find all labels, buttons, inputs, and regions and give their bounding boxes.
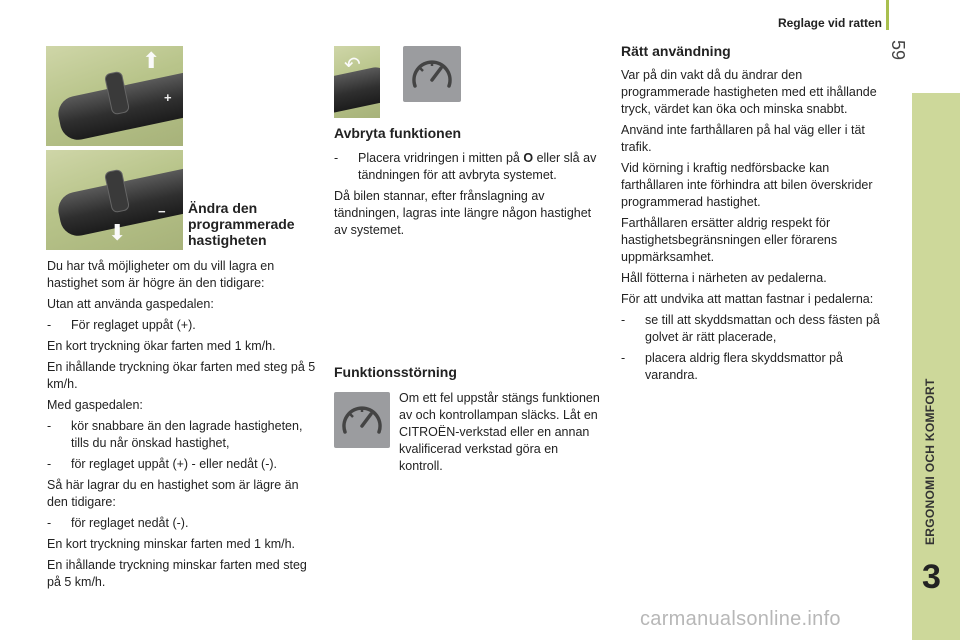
list-item-text: för reglaget uppåt (+) - eller nedåt (-). (71, 457, 277, 471)
paragraph: Utan att använda gaspedalen: (47, 297, 214, 311)
list-item (47, 456, 320, 473)
list-item (47, 317, 320, 334)
bullet-dash: - (621, 351, 626, 365)
rotate-arrow-icon: ↶ (344, 54, 361, 76)
paragraph: En ihållande tryckning ökar farten med steg på 5 km/h. (47, 360, 316, 391)
title-line-2: programmerade (188, 216, 295, 232)
watermark-text: carmanualsonline.info (640, 608, 841, 630)
malfunction-body (399, 390, 605, 479)
arrow-up-icon: ⬆ (142, 48, 161, 73)
list-item-text: placera aldrig flera skyddsmattor på varandra. (645, 351, 844, 382)
paragraph: Var på din vakt då du ändrar den programmerade hastigheten med ett ihållande tryck, värdet kan öka och minska snabbt. (621, 68, 877, 116)
list-item-text: Placera vridringen i mitten på (358, 151, 524, 165)
stalk-up-photo (46, 46, 183, 146)
list-item (47, 515, 320, 532)
correct-use-body (621, 67, 893, 388)
change-speed-body (47, 258, 320, 595)
paragraph: Använd inte farthållaren på hal väg eller i tät trafik. (621, 123, 865, 154)
cruise-control-warning-icon (334, 392, 390, 448)
title-line-1: Ändra den (188, 200, 258, 216)
paragraph: Med gaspedalen: (47, 398, 143, 412)
arrow-down-icon: ⬇ (108, 220, 127, 245)
paragraph: Du har två möjligheter om du vill lagra en hastighet som är högre än den tidigare: (47, 259, 275, 290)
paragraph: Om ett fel uppstår stängs funktionen av och kontrollampan släcks. Låt en CITROËN-verkstad eller en annan kvalificerad verkstad göra en kontroll. (399, 391, 600, 473)
paragraph: Håll fötterna i närheten av pedalerna. (621, 271, 827, 285)
plus-icon: + (164, 90, 172, 105)
chapter-number: 3 (922, 558, 941, 596)
paragraph: En kort tryckning minskar farten med 1 km/h. (47, 537, 296, 551)
paragraph: Vid körning i kraftig nedförsbacke kan farthållaren inte förhindra att bilen överskrider programmerad hastighet. (621, 161, 873, 209)
list-item (621, 350, 893, 384)
change-speed-title (188, 200, 318, 248)
header-accent-line (886, 0, 889, 30)
list-item (621, 312, 893, 346)
ring-rotate-photo (334, 46, 380, 118)
page-number: 59 (888, 40, 908, 61)
cancel-function-title: Avbryta funktionen (334, 125, 462, 141)
cruise-control-warning-icon (403, 46, 461, 102)
chapter-label: ERGONOMI OCH KOMFORT (923, 378, 937, 545)
stalk-down-photo (46, 150, 183, 250)
paragraph: En kort tryckning ökar farten med 1 km/h. (47, 339, 276, 353)
paragraph: Så här lagrar du en hastighet som är lägre än den tidigare: (47, 478, 299, 509)
list-item-text: För reglaget uppåt (+). (71, 318, 196, 332)
bullet-dash: - (47, 457, 52, 471)
malfunction-title: Funktionsstörning (334, 364, 457, 380)
running-header-title: Reglage vid ratten (777, 16, 882, 30)
bullet-dash: - (47, 419, 52, 433)
ring-position-o: O (523, 151, 534, 165)
title-line-3: hastigheten (188, 232, 267, 248)
paragraph: Farthållaren ersätter aldrig respekt för hastighetsbegränsningen eller förarens uppmärksamhet. (621, 216, 838, 264)
paragraph: För att undvika att mattan fastnar i pedalerna: (621, 292, 874, 306)
paragraph: En ihållande tryckning minskar farten med steg på 5 km/h. (47, 558, 307, 589)
bullet-dash: - (621, 313, 626, 327)
cancel-function-body (334, 150, 606, 243)
minus-icon: − (158, 204, 166, 219)
paragraph: Då bilen stannar, efter frånslagning av tändningen, lagras inte längre någon hastighet av systemet. (334, 189, 592, 237)
bullet-dash: - (334, 151, 339, 165)
list-item (334, 150, 606, 184)
list-item (47, 418, 320, 452)
bullet-dash: - (47, 318, 52, 332)
list-item-text: se till att skyddsmattan och dess fästen på golvet är rätt placerade, (645, 313, 880, 344)
list-item-text: kör snabbare än den lagrade hastigheten, tills du når önskad hastighet, (71, 419, 303, 450)
bullet-dash: - (47, 516, 52, 530)
list-item-text: för reglaget nedåt (-). (71, 516, 189, 530)
correct-use-title: Rätt användning (621, 43, 731, 59)
list-item-text: eller slå av tändningen för att avbryta systemet. (358, 151, 597, 182)
